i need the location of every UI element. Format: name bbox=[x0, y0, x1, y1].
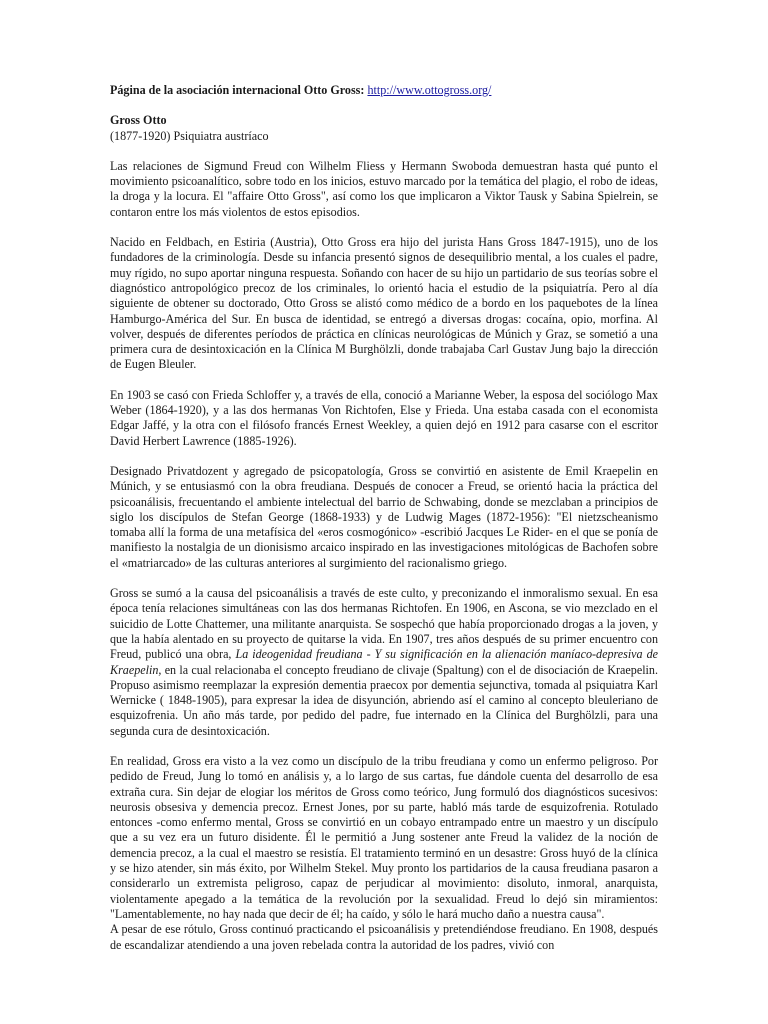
paragraph-7: A pesar de ese rótulo, Gross continuó practicando el psicoanálisis y pretendiéndose freudiano. En 1908, después de escandalizar atendiendo a una joven rebelada contra la autoridad de los padres, vivió con bbox=[110, 922, 658, 952]
source-label: Página de la asociación internacional Otto Gross: bbox=[110, 83, 365, 97]
paragraph-5-intro: Gross se sumó a la causa del psicoanálisis a través de este culto, y preconizando el inmoralismo sexual. En esa época tenía relaciones simultáneas con las dos hermanas Richtofen. En 1906, en Ascona, se vio mezclado en el suicidio de Lotte Chattemer, una militante anarquista. Se sospechó que había proporcionado drogas a la joven, y que la había alentado en su proyecto de quitarse la vida. En 1907, tres años después de su primer encuentro con Freud, publicó una obra, bbox=[110, 586, 658, 662]
person-name: Gross Otto bbox=[110, 113, 167, 128]
book-title: La ideogenidad freudiana - Y su significación en la alienación maníaco-depresiva de Kraepelin, bbox=[110, 647, 658, 677]
paragraph-1: Las relaciones de Sigmund Freud con Wilhelm Fliess y Hermann Swoboda demuestran hasta qué punto el movimiento psicoanalítico, sobre todo en los inicios, estuvo marcado por la temática del plagio, el robo de ideas, la droga y la locura. El "affaire Otto Gross", así como los que implicaron a Viktor Tausk y Sabina Spielrein, se contaron entre los más violentos de estos episodios. bbox=[110, 158, 658, 219]
paragraph-5-rest: en la cual relacionaba el concepto freudiano de clivaje (Spaltung) con el de disociación de Kraepelin. Propuso asimismo reemplazar la expresión dementia praecox por dementia sejunctiva, tomada al psiquiatra Karl Wernicke ( 1848-1905), para expresar la idea de disyunción, abriendo así el camino al concepto bleuleriano de esquizofrenia. Un año más tarde, por pedido del padre, fue internado en la Clínica del Burghölzli, para una segunda cura de desintoxicación. bbox=[110, 662, 658, 738]
document-page bbox=[110, 83, 658, 953]
paragraph-5 bbox=[110, 586, 658, 739]
person-dates: (1877-1920) Psiquiatra austríaco bbox=[110, 128, 269, 143]
paragraph-6: En realidad, Gross era visto a la vez como un discípulo de la tribu freudiana y como un enfermo peligroso. Por pedido de Freud, Jung lo tomó en análisis y, a lo largo de sus cartas, fue dándole cuenta del desarrollo de esa extraña cura. Sin dejar de elogiar los méritos de Gross como teórico, Jung formuló dos diagnósticos sucesivos: neurosis obsesiva y demencia precoz. Ernest Jones, por su parte, habló más tarde de esquizofrenia. Rotulado entonces -como enfermo mental, Gross se convirtió en un cobayo entrampado entre un maestro y un discípulo que a su vez era un futuro disidente. Él le permitió a Jung sostener ante Freud la validez de la noción de demencia precoz, a la cual el maestro se resistía. El tratamiento terminó en un desastre: Gross huyó de la clínica y se hizo atender, sin más éxito, por Wilhelm Stekel. Muy pronto los partidarios de la causa freudiana pasaron a considerarlo un extremista peligroso, capaz de perjudicar al movimiento: disoluto, inmoral, anarquista, violentamente apegado a la temática de la revolución por la sexualidad. Freud lo dejó sin miramientos: "Lamentablemente, no hay nada que decir de él; ha caído, y sólo le hará mucho daño a nuestra causa". bbox=[110, 753, 658, 921]
ottogross-link[interactable]: http://www.ottogross.org/ bbox=[367, 83, 492, 97]
paragraph-2: Nacido en Feldbach, en Estiria (Austria), Otto Gross era hijo del jurista Hans Gross 1847-1915), uno de los fundadores de la criminología. Desde su infancia presentó signos de desequilibrio mental, a los cuales el padre, muy rígido, no supo aportar ninguna respuesta. Soñando con hacer de su hijo un partidario de sus teorías sobre el diagnóstico antropológico precoz de los criminales, lo orientó hacia el estudio de la psiquiatría. Pero al día siguiente de obtener su doctorado, Otto Gross se alistó como médico de a bordo en los paquebotes de la línea Hamburgo-América del Sur. En busca de identidad, se entregó a diversas drogas: cocaína, opio, morfina. Al volver, después de diferentes períodos de práctica en clínicas neurológicas de Múnich y Graz, se sometió a una primera cura de desintoxicación en la Clínica M Burghölzli, donde trabajaba Carl Gustav Jung bajo la dirección de Eugen Bleuler. bbox=[110, 235, 658, 372]
source-header bbox=[110, 83, 658, 98]
paragraph-4: Designado Privatdozent y agregado de psicopatología, Gross se convirtió en asistente de Emil Kraepelin en Múnich, y se entusiasmó con la obra freudiana. Después de conocer a Freud, se orientó hacia la práctica del psicoanálisis, frecuentando el ambiente intelectual del barrio de Schwabing, donde se mezclaban a principios de siglo los discípulos de Stefan George (1868-1933) y de Ludwig Mages (1872-1956): "El nietzscheanismo tomaba allí la forma de una metafísica del «eros cosmogónico» -escribió Jacques Le Rider- en el que se ponía de manifiesto la nostalgia de un dionisismo arcaico inspirado en las investigaciones mitológicas de Bachofen sobre el «matriarcado» de las culturas anteriores al surgimiento del racionalismo griego. bbox=[110, 463, 658, 570]
paragraph-3: En 1903 se casó con Frieda Schloffer y, a través de ella, conoció a Marianne Weber, la esposa del sociólogo Max Weber (1864-1920), y a las dos hermanas Von Richtofen, Else y Frieda. Una estaba casada con el economista Edgar Jaffé, y la otra con el filósofo francés Ernest Weekley, a quien dejó en 1912 para casarse con el escritor David Herbert Lawrence (1885-1926). bbox=[110, 387, 658, 448]
person-heading bbox=[110, 113, 658, 144]
